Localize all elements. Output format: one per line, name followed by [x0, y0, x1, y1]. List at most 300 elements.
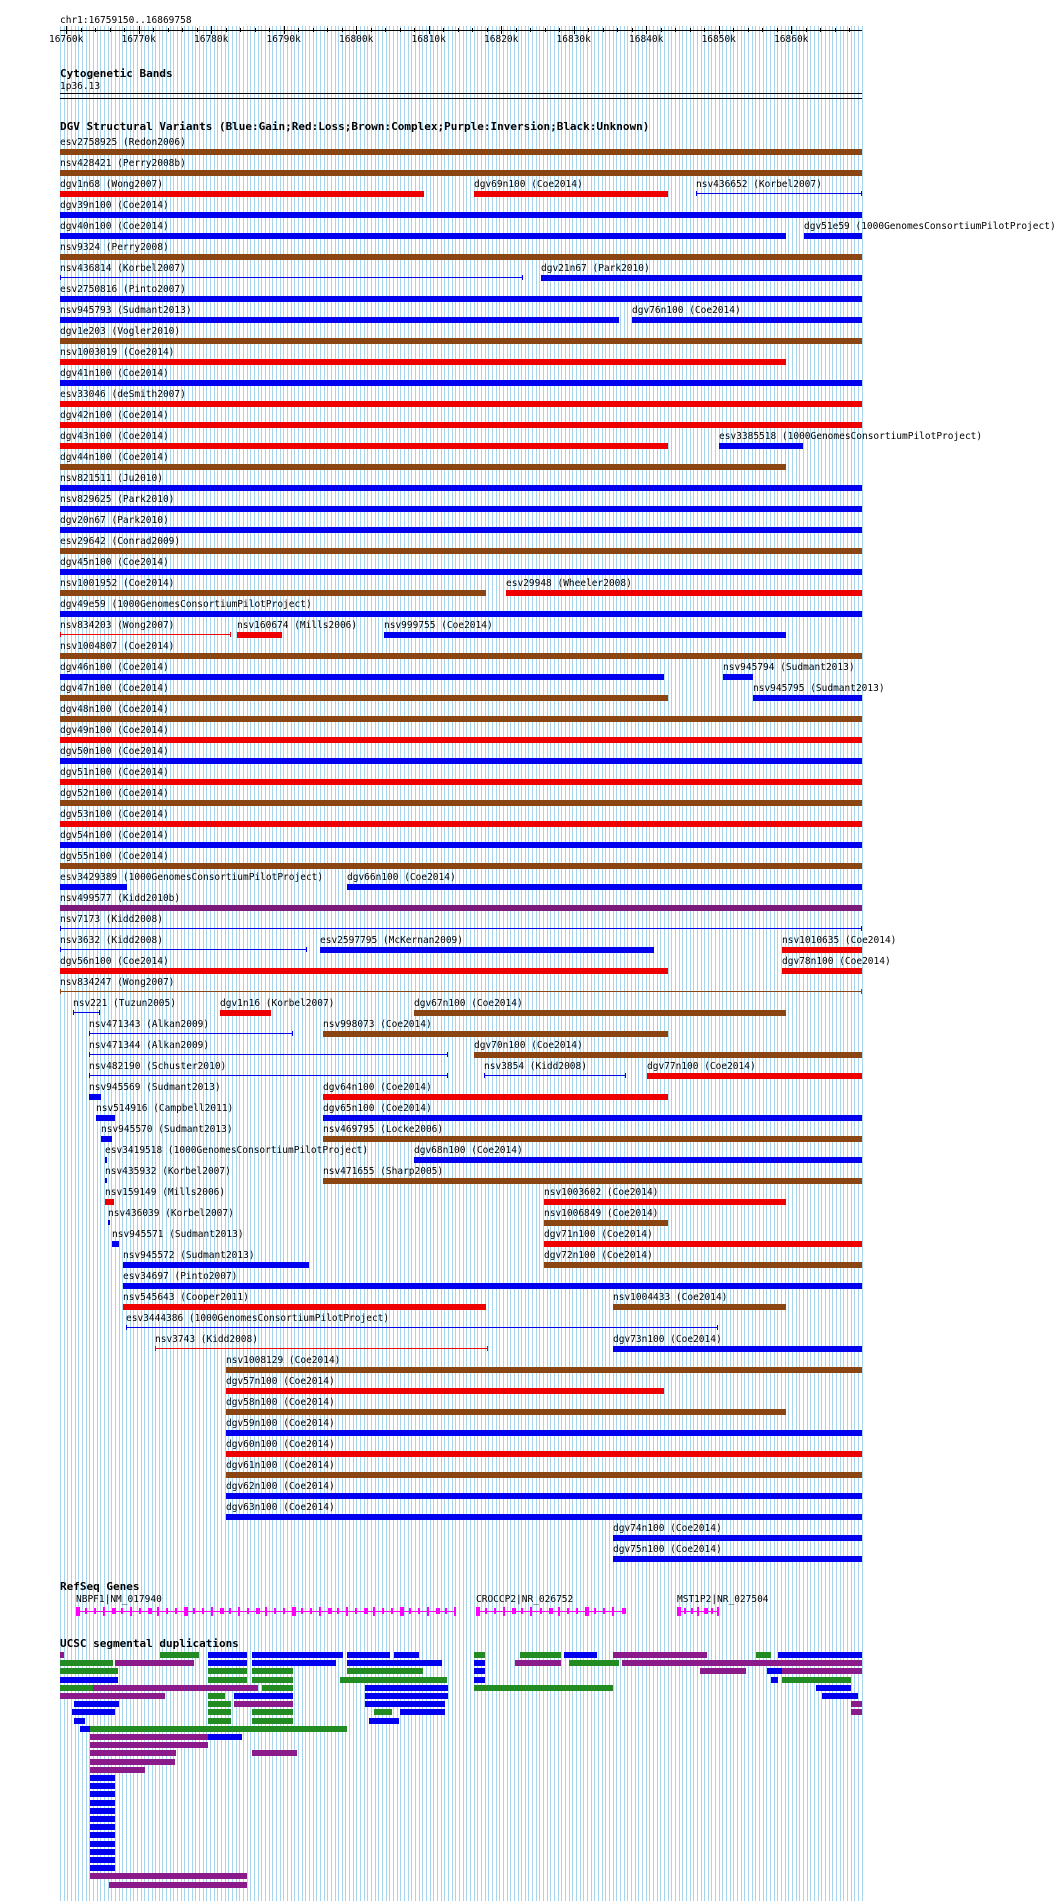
- dgv-feature-nsv834247: [60, 991, 862, 992]
- dgv-feature-nsv945569: [89, 1094, 101, 1100]
- dgv-feature-label-nsv829625: nsv829625 (Park2010): [60, 494, 175, 505]
- dgv-feature-label-nsv834247: nsv834247 (Wong2007): [60, 977, 175, 988]
- dgv-feature-label-nsv428421: nsv428421 (Perry2008b): [60, 158, 186, 169]
- dgv-feature-nsv1008129: [226, 1367, 862, 1373]
- refseq-exon: [184, 1607, 188, 1616]
- ruler-minor-tick: [298, 28, 299, 32]
- dgv-feature-label-nsv945794: nsv945794 (Sudmant2013): [723, 662, 855, 673]
- dgv-feature-label-nsv514916: nsv514916 (Campbell2011): [96, 1103, 234, 1114]
- refseq-exon: [485, 1608, 487, 1614]
- dgv-feature-esv33046: [60, 401, 862, 407]
- ruler-minor-tick: [530, 28, 531, 32]
- dgv-feature-label-nsv821511: nsv821511 (Ju2010): [60, 473, 163, 484]
- dgv-feature-dgv54n100: [60, 842, 862, 848]
- dgv-feature-nsv221: [73, 1012, 99, 1013]
- dgv-feature-dgv68n100: [414, 1157, 862, 1163]
- dgv-feature-cap: [522, 275, 523, 280]
- refseq-exon: [704, 1608, 708, 1614]
- dgv-feature-cap: [89, 1073, 90, 1078]
- dgv-feature-dgv1e203: [60, 338, 862, 344]
- ruler-tick-label: 16780k: [194, 34, 229, 45]
- dgv-feature-dgv1n16: [220, 1010, 271, 1016]
- dgv-feature-label-esv34697: esv34697 (Pinto2007): [123, 1271, 238, 1282]
- dgv-feature-nsv1004433: [613, 1304, 786, 1310]
- dgv-feature-dgv42n100: [60, 422, 862, 428]
- dgv-feature-cap: [696, 191, 697, 196]
- segdup-block-blue: [72, 1709, 116, 1715]
- dgv-feature-esv34697: [123, 1283, 862, 1289]
- segdup-block-green: [252, 1668, 293, 1674]
- dgv-feature-nsv3854: [484, 1075, 626, 1076]
- dgv-feature-label-nsv471343: nsv471343 (Alkan2009): [89, 1019, 210, 1030]
- dgv-feature-label-nsv436652: nsv436652 (Korbel2007): [696, 179, 822, 190]
- refseq-exon: [364, 1608, 368, 1614]
- refseq-exon: [612, 1607, 614, 1616]
- segdup-block-green: [208, 1718, 230, 1724]
- dgv-feature-dgv63n100: [226, 1514, 862, 1520]
- dgv-feature-label-dgv45n100: dgv45n100 (Coe2014): [60, 557, 169, 568]
- ruler-tick-label: 16840k: [629, 34, 664, 45]
- cytoband-label: 1p36.13: [60, 81, 101, 92]
- ruler-minor-tick: [704, 28, 705, 32]
- ruler-tick-label: 16850k: [701, 34, 736, 45]
- refseq-exon: [229, 1608, 231, 1614]
- dgv-feature-label-dgv41n100: dgv41n100 (Coe2014): [60, 368, 169, 379]
- refseq-exon: [112, 1608, 116, 1614]
- dgv-feature-label-dgv69n100: dgv69n100 (Coe2014): [474, 179, 583, 190]
- segdup-block-green: [60, 1660, 113, 1666]
- dgv-feature-label-dgv62n100: dgv62n100 (Coe2014): [226, 1481, 335, 1492]
- segdup-block-green: [569, 1660, 619, 1666]
- segdup-block-blue: [208, 1734, 242, 1740]
- segdup-block-purple: [90, 1759, 175, 1765]
- dgv-feature-label-dgv43n100: dgv43n100 (Coe2014): [60, 431, 169, 442]
- refseq-exon: [382, 1608, 384, 1614]
- segdup-block-blue: [365, 1693, 448, 1699]
- ruler-tick-label: 16830k: [556, 34, 591, 45]
- ruler-minor-tick: [327, 28, 328, 32]
- refseq-exon: [476, 1607, 480, 1616]
- ruler-minor-tick: [269, 28, 270, 32]
- dgv-feature-label-dgv67n100: dgv67n100 (Coe2014): [414, 998, 523, 1009]
- segdup-block-blue: [74, 1718, 85, 1724]
- refseq-exon: [494, 1608, 496, 1614]
- dgv-feature-label-dgv49n100: dgv49n100 (Coe2014): [60, 725, 169, 736]
- refseq-exon: [717, 1607, 719, 1616]
- refseq-exon: [549, 1608, 553, 1614]
- dgv-feature-label-dgv74n100: dgv74n100 (Coe2014): [613, 1523, 722, 1534]
- segdup-block-blue: [90, 1816, 115, 1822]
- segdup-block-blue: [767, 1668, 782, 1674]
- refseq-exon: [193, 1608, 195, 1614]
- refseq-exon: [157, 1607, 159, 1616]
- ruler-minor-tick: [197, 28, 198, 32]
- dgv-feature-dgv69n100: [474, 191, 668, 197]
- dgv-feature-cap: [60, 632, 61, 637]
- segdup-block-blue: [347, 1652, 390, 1658]
- segdup-block-purple: [722, 1660, 808, 1666]
- dgv-feature-label-dgv57n100: dgv57n100 (Coe2014): [226, 1376, 335, 1387]
- dgv-feature-nsv428421: [60, 170, 862, 176]
- segdup-block-purple: [809, 1660, 862, 1666]
- dgv-feature-label-dgv60n100: dgv60n100 (Coe2014): [226, 1439, 335, 1450]
- refseq-exon: [355, 1608, 357, 1614]
- dgv-feature-dgv61n100: [226, 1472, 862, 1478]
- dgv-feature-label-nsv3854: nsv3854 (Kidd2008): [484, 1061, 587, 1072]
- dgv-feature-label-nsv834203: nsv834203 (Wong2007): [60, 620, 175, 631]
- dgv-feature-label-esv3429389: esv3429389 (1000GenomesConsortiumPilotProject): [60, 872, 324, 883]
- dgv-feature-cap: [106, 1178, 107, 1183]
- ruler-minor-tick: [516, 28, 517, 32]
- dgv-feature-dgv1n68: [60, 191, 424, 197]
- dgv-feature-dgv39n100: [60, 212, 862, 218]
- dgv-feature-cap: [60, 947, 61, 952]
- dgv-feature-cap: [89, 1052, 90, 1057]
- refseq-exon: [512, 1608, 516, 1614]
- segdup-block-purple: [851, 1709, 862, 1715]
- dgv-feature-dgv77n100: [647, 1073, 862, 1079]
- ruler-minor-tick: [559, 28, 560, 32]
- dgv-feature-dgv56n100: [60, 968, 668, 974]
- ruler-minor-tick: [588, 28, 589, 32]
- ruler-minor-tick: [777, 28, 778, 32]
- dgv-feature-label-dgv52n100: dgv52n100 (Coe2014): [60, 788, 169, 799]
- dgv-feature-dgv60n100: [226, 1451, 862, 1457]
- segdup-block-blue: [90, 1857, 115, 1863]
- ruler-minor-tick: [81, 28, 82, 32]
- dgv-feature-nsv482190: [89, 1075, 449, 1076]
- ruler-minor-tick: [385, 28, 386, 32]
- ruler-tick-label: 16770k: [121, 34, 156, 45]
- ruler-minor-tick: [95, 28, 96, 32]
- refseq-exon: [166, 1608, 168, 1614]
- ruler-minor-tick: [675, 28, 676, 32]
- segdup-block-blue: [90, 1791, 115, 1797]
- dgv-feature-label-dgv50n100: dgv50n100 (Coe2014): [60, 746, 169, 757]
- dgv-feature-label-nsv159149: nsv159149 (Mills2006): [105, 1187, 226, 1198]
- dgv-feature-cap: [99, 1010, 100, 1015]
- segdup-block-blue: [90, 1808, 115, 1814]
- dgv-feature-label-dgv66n100: dgv66n100 (Coe2014): [347, 872, 456, 883]
- dgv-feature-nsv471343: [89, 1033, 293, 1034]
- dgv-feature-label-nsv945793: nsv945793 (Sudmant2013): [60, 305, 192, 316]
- dgv-feature-esv3444386: [126, 1327, 718, 1328]
- dgv-feature-nsv545643: [123, 1304, 486, 1310]
- segdup-block-blue: [474, 1660, 486, 1666]
- refseq-exon: [265, 1607, 267, 1616]
- segdup-block-blue: [474, 1677, 486, 1683]
- dgv-feature-dgv48n100: [60, 716, 862, 722]
- dgv-feature-label-dgv56n100: dgv56n100 (Coe2014): [60, 956, 169, 967]
- dgv-feature-label-nsv3743: nsv3743 (Kidd2008): [155, 1334, 258, 1345]
- dgv-feature-label-dgv44n100: dgv44n100 (Coe2014): [60, 452, 169, 463]
- refseq-exon: [130, 1607, 132, 1616]
- refseq-exon: [594, 1608, 596, 1614]
- dgv-feature-dgv20n67: [60, 527, 862, 533]
- refseq-exon: [418, 1608, 420, 1614]
- dgv-feature-cap: [109, 1220, 110, 1225]
- refseq-gene-label-2: MST1P2|NR_027504: [677, 1594, 769, 1605]
- segdup-block-purple: [115, 1660, 193, 1666]
- dgv-feature-label-dgv75n100: dgv75n100 (Coe2014): [613, 1544, 722, 1555]
- dgv-feature-label-dgv1n16: dgv1n16 (Korbel2007): [220, 998, 335, 1009]
- segdup-block-blue: [365, 1685, 448, 1691]
- dgv-feature-label-dgv51e59: dgv51e59 (1000GenomesConsortiumPilotProject): [804, 221, 1056, 232]
- segdup-block-purple: [60, 1693, 165, 1699]
- dgv-feature-dgv51n100: [60, 779, 862, 785]
- dgv-feature-label-dgv1n68: dgv1n68 (Wong2007): [60, 179, 163, 190]
- dgv-feature-cap: [230, 632, 231, 637]
- dgv-feature-label-dgv20n67: dgv20n67 (Park2010): [60, 515, 169, 526]
- refseq-exon: [103, 1607, 105, 1616]
- dgv-feature-nsv1003602: [544, 1199, 786, 1205]
- refseq-exon: [400, 1607, 404, 1616]
- dgv-feature-label-nsv1003602: nsv1003602 (Coe2014): [544, 1187, 659, 1198]
- dgv-feature-label-dgv70n100: dgv70n100 (Coe2014): [474, 1040, 583, 1051]
- dgv-feature-esv2750816: [60, 296, 862, 302]
- dgv-feature-nsv945794: [723, 674, 753, 680]
- segdup-track-title: UCSC segmental duplications: [60, 1637, 239, 1650]
- refseq-exon: [436, 1608, 440, 1614]
- refseq-exon: [220, 1608, 224, 1614]
- dgv-feature-dgv52n100: [60, 800, 862, 806]
- segdup-block-blue: [822, 1693, 858, 1699]
- ruler-tick-label: 16760k: [48, 34, 84, 45]
- refseq-exon: [503, 1607, 505, 1616]
- dgv-feature-cap: [861, 989, 862, 994]
- refseq-exon: [711, 1608, 713, 1614]
- ruler-minor-tick: [400, 28, 401, 32]
- dgv-feature-dgv62n100: [226, 1493, 862, 1499]
- segdup-block-green: [208, 1709, 230, 1715]
- dgv-feature-nsv9324: [60, 254, 862, 260]
- dgv-feature-label-esv29642: esv29642 (Conrad2009): [60, 536, 181, 547]
- segdup-block-purple: [60, 1652, 64, 1658]
- dgv-feature-label-dgv76n100: dgv76n100 (Coe2014): [632, 305, 741, 316]
- ruler-minor-tick: [371, 28, 372, 32]
- refseq-exon: [310, 1608, 312, 1614]
- segdup-block-purple: [90, 1750, 176, 1756]
- refseq-exon: [576, 1608, 578, 1614]
- dgv-feature-nsv499577: [60, 905, 862, 911]
- refseq-gene-label-0: NBPF1|NM_017940: [76, 1594, 162, 1605]
- dgv-feature-label-nsv945572: nsv945572 (Sudmant2013): [123, 1250, 255, 1261]
- refseq-exon: [238, 1607, 240, 1616]
- segdup-block-green: [208, 1701, 230, 1707]
- refseq-exon: [558, 1607, 560, 1616]
- ruler-minor-tick: [472, 28, 473, 32]
- dgv-feature-dgv43n100: [60, 443, 668, 449]
- dgv-feature-nsv945793: [60, 317, 619, 323]
- coordinates-label: chr1:16759150..16869758: [60, 15, 192, 26]
- dgv-feature-nsv1001952: [60, 590, 486, 596]
- dgv-feature-nsv159149: [105, 1199, 114, 1205]
- dgv-feature-label-esv29948: esv29948 (Wheeler2008): [506, 578, 632, 589]
- dgv-feature-label-dgv53n100: dgv53n100 (Coe2014): [60, 809, 169, 820]
- ruler-axis: [60, 30, 862, 31]
- dgv-feature-label-dgv59n100: dgv59n100 (Coe2014): [226, 1418, 335, 1429]
- segdup-block-purple: [90, 1734, 208, 1740]
- refseq-exon: [691, 1608, 693, 1614]
- dgv-feature-label-nsv221: nsv221 (Tuzun2005): [73, 998, 176, 1009]
- dgv-feature-cap: [126, 1325, 127, 1330]
- dgv-feature-label-nsv471655: nsv471655 (Sharp2005): [323, 1166, 444, 1177]
- dgv-feature-nsv945571: [112, 1241, 119, 1247]
- ruler-minor-tick: [458, 28, 459, 32]
- refseq-exon: [292, 1607, 296, 1616]
- dgv-feature-label-nsv945570: nsv945570 (Sudmant2013): [101, 1124, 233, 1135]
- segdup-block-blue: [90, 1824, 115, 1830]
- dgv-feature-cap: [60, 275, 61, 280]
- ruler-minor-tick: [501, 28, 502, 32]
- dgv-feature-label-esv33046: esv33046 (deSmith2007): [60, 389, 186, 400]
- ruler-minor-tick: [168, 28, 169, 32]
- dgv-feature-label-dgv46n100: dgv46n100 (Coe2014): [60, 662, 169, 673]
- dgv-feature-label-esv2750816: esv2750816 (Pinto2007): [60, 284, 186, 295]
- segdup-block-green: [782, 1677, 851, 1683]
- segdup-block-green: [252, 1677, 293, 1683]
- refseq-exon: [337, 1608, 339, 1614]
- dgv-feature-dgv49e59: [60, 611, 862, 617]
- dgv-feature-label-dgv58n100: dgv58n100 (Coe2014): [226, 1397, 335, 1408]
- dgv-feature-label-nsv1008129: nsv1008129 (Coe2014): [226, 1355, 341, 1366]
- refseq-exon: [76, 1607, 80, 1616]
- dgv-feature-cap: [717, 1325, 718, 1330]
- dgv-feature-label-dgv40n100: dgv40n100 (Coe2014): [60, 221, 169, 232]
- dgv-feature-cap: [155, 1346, 156, 1351]
- dgv-feature-nsv1004807: [60, 653, 862, 659]
- dgv-feature-esv29642: [60, 548, 862, 554]
- dgv-feature-cap: [447, 1052, 448, 1057]
- dgv-feature-dgv67n100: [414, 1010, 786, 1016]
- segdup-block-blue: [252, 1660, 336, 1666]
- ruler-tick-label: 16810k: [411, 34, 446, 45]
- dgv-feature-cap: [89, 1031, 90, 1036]
- dgv-feature-label-nsv999755: nsv999755 (Coe2014): [384, 620, 493, 631]
- refseq-exon: [521, 1608, 523, 1614]
- dgv-feature-label-dgv21n67: dgv21n67 (Park2010): [541, 263, 650, 274]
- dgv-feature-cap: [861, 191, 862, 196]
- segdup-block-blue: [369, 1718, 399, 1724]
- dgv-feature-nsv514916: [96, 1115, 116, 1121]
- segdup-block-purple: [109, 1882, 247, 1888]
- refseq-exon: [677, 1607, 681, 1616]
- refseq-exon: [211, 1607, 213, 1616]
- dgv-feature-nsv1003019: [60, 359, 786, 365]
- dgv-feature-esv2597795: [320, 947, 654, 953]
- ruler-minor-tick: [284, 28, 285, 32]
- refseq-exon: [622, 1608, 626, 1614]
- dgv-feature-nsv436814: [60, 277, 523, 278]
- refseq-exon: [256, 1608, 260, 1614]
- dgv-feature-label-esv2597795: esv2597795 (McKernan2009): [320, 935, 463, 946]
- dgv-feature-esv3429389: [60, 884, 127, 890]
- ruler-minor-tick: [211, 28, 212, 32]
- dgv-feature-dgv40n100: [60, 233, 786, 239]
- segdup-block-green: [60, 1668, 118, 1674]
- dgv-feature-dgv44n100: [60, 464, 786, 470]
- refseq-exon: [328, 1608, 332, 1614]
- dgv-feature-label-nsv945569: nsv945569 (Sudmant2013): [89, 1082, 221, 1093]
- segdup-block-blue: [74, 1701, 119, 1707]
- dgv-feature-label-nsv482190: nsv482190 (Schuster2010): [89, 1061, 227, 1072]
- segdup-block-green: [347, 1668, 423, 1674]
- dgv-feature-label-nsv435932: nsv435932 (Korbel2007): [105, 1166, 231, 1177]
- refseq-exon: [121, 1608, 123, 1614]
- dgv-feature-dgv74n100: [613, 1535, 862, 1541]
- segdup-block-blue: [90, 1832, 115, 1838]
- dgv-feature-label-nsv499577: nsv499577 (Kidd2010b): [60, 893, 181, 904]
- dgv-feature-nsv1006849: [544, 1220, 668, 1226]
- dgv-feature-nsv945795: [753, 695, 862, 701]
- segdup-block-blue: [400, 1709, 445, 1715]
- segdup-block-purple: [851, 1701, 862, 1707]
- dgv-feature-label-dgv48n100: dgv48n100 (Coe2014): [60, 704, 169, 715]
- refseq-exon: [445, 1608, 447, 1614]
- ruler-minor-tick: [849, 28, 850, 32]
- segdup-block-purple: [252, 1750, 298, 1756]
- dgv-feature-nsv436652: [696, 193, 862, 194]
- dgv-feature-dgv73n100: [613, 1346, 862, 1352]
- dgv-feature-nsv471344: [89, 1054, 449, 1055]
- dgv-feature-label-dgv55n100: dgv55n100 (Coe2014): [60, 851, 169, 862]
- segdup-block-blue: [90, 1849, 115, 1855]
- segdup-block-blue: [90, 1841, 115, 1847]
- segdup-block-blue: [365, 1701, 445, 1707]
- ruler-minor-tick: [414, 28, 415, 32]
- refseq-exon: [175, 1608, 177, 1614]
- dgv-feature-label-dgv39n100: dgv39n100 (Coe2014): [60, 200, 169, 211]
- ruler-minor-tick: [342, 28, 343, 32]
- segdup-block-blue: [208, 1652, 247, 1658]
- dgv-feature-dgv41n100: [60, 380, 862, 386]
- dgv-feature-nsv945570: [101, 1136, 112, 1142]
- dgv-feature-dgv58n100: [226, 1409, 786, 1415]
- segdup-block-green: [160, 1652, 198, 1658]
- dgv-feature-dgv75n100: [613, 1556, 862, 1562]
- segdup-block-green: [474, 1685, 613, 1691]
- dgv-feature-dgv46n100: [60, 674, 664, 680]
- ruler-minor-tick: [748, 28, 749, 32]
- dgv-feature-label-nsv3632: nsv3632 (Kidd2008): [60, 935, 163, 946]
- dgv-feature-label-nsv1003019: nsv1003019 (Coe2014): [60, 347, 175, 358]
- segdup-block-blue: [347, 1660, 443, 1666]
- refseq-exon: [202, 1608, 204, 1614]
- dgv-feature-label-nsv436039: nsv436039 (Korbel2007): [108, 1208, 234, 1219]
- segdup-block-blue: [394, 1652, 419, 1658]
- dgv-feature-label-nsv1001952: nsv1001952 (Coe2014): [60, 578, 175, 589]
- dgv-feature-cap: [861, 926, 862, 931]
- refseq-exon: [454, 1607, 456, 1616]
- refseq-exon: [391, 1608, 393, 1614]
- dgv-feature-dgv66n100: [347, 884, 862, 890]
- cytoband-line-2: [60, 98, 862, 99]
- segdup-block-green: [252, 1718, 293, 1724]
- segdup-block-green: [756, 1652, 771, 1658]
- dgv-feature-dgv50n100: [60, 758, 862, 764]
- dgv-feature-label-esv3419518: esv3419518 (1000GenomesConsortiumPilotProject): [105, 1145, 369, 1156]
- dgv-feature-nsv999755: [384, 632, 786, 638]
- segdup-block-green: [520, 1652, 561, 1658]
- dgv-feature-nsv160674: [237, 632, 283, 638]
- refseq-exon: [283, 1608, 285, 1614]
- dgv-feature-dgv78n100: [782, 968, 862, 974]
- dgv-feature-label-dgv49e59: dgv49e59 (1000GenomesConsortiumPilotProject): [60, 599, 312, 610]
- refseq-exon: [409, 1608, 411, 1614]
- dgv-feature-esv2758925: [60, 149, 862, 155]
- dgv-feature-nsv3632: [60, 949, 307, 950]
- refseq-track-title: RefSeq Genes: [60, 1580, 140, 1593]
